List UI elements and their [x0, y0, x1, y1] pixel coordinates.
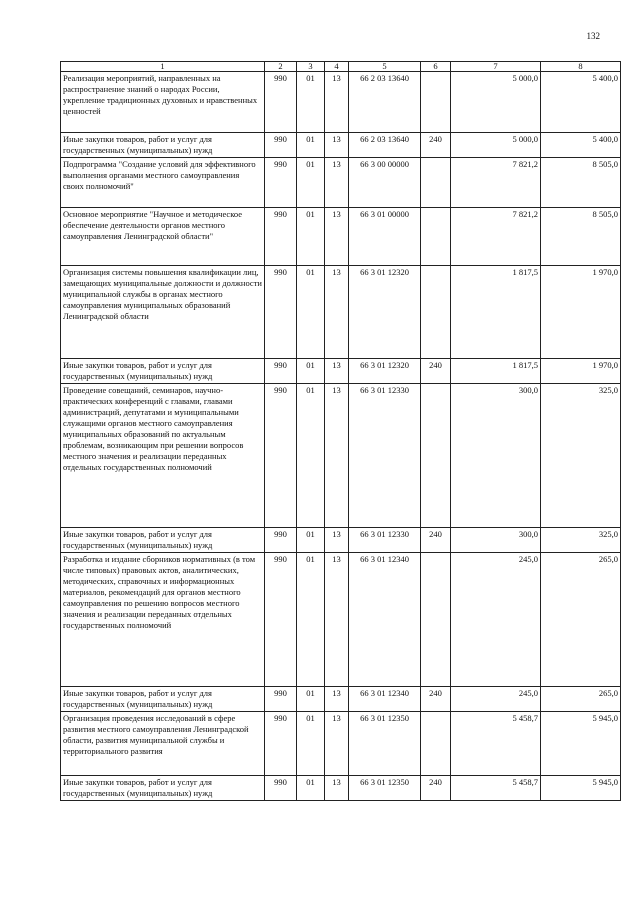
- cell-amount-year2: 5 945,0: [541, 776, 621, 801]
- cell-expense-type: [421, 712, 451, 776]
- cell-subsection: 13: [325, 687, 349, 712]
- row-name: Основное мероприятие "Научное и методическое обеспечение деятельности органов местного самоуправления Ленинградской области": [61, 208, 265, 266]
- cell-gr: 990: [265, 528, 297, 553]
- cell-amount-year1: 5 458,7: [451, 712, 541, 776]
- budget-table: [60, 61, 621, 801]
- cell-target-article: 66 2 03 13640: [349, 72, 421, 133]
- cell-section: 01: [297, 133, 325, 158]
- column-header: 1: [61, 62, 265, 72]
- cell-amount-year2: 265,0: [541, 687, 621, 712]
- row-name: Иные закупки товаров, работ и услуг для государственных (муниципальных) нужд: [61, 528, 265, 553]
- cell-amount-year1: 7 821,2: [451, 208, 541, 266]
- cell-subsection: 13: [325, 553, 349, 687]
- table-row: [61, 776, 621, 801]
- cell-section: 01: [297, 687, 325, 712]
- cell-amount-year2: 325,0: [541, 384, 621, 528]
- cell-section: 01: [297, 359, 325, 384]
- row-name: Иные закупки товаров, работ и услуг для государственных (муниципальных) нужд: [61, 359, 265, 384]
- cell-gr: 990: [265, 687, 297, 712]
- cell-expense-type: [421, 158, 451, 208]
- cell-amount-year2: 1 970,0: [541, 266, 621, 359]
- cell-amount-year2: 8 505,0: [541, 208, 621, 266]
- row-name: Организация проведения исследований в сфере развития местного самоуправления Ленинградской области, развития муниципальной службы и территориального развития: [61, 712, 265, 776]
- cell-amount-year1: 1 817,5: [451, 359, 541, 384]
- cell-amount-year2: 5 945,0: [541, 712, 621, 776]
- cell-gr: 990: [265, 553, 297, 687]
- table-row: [61, 133, 621, 158]
- cell-amount-year1: 1 817,5: [451, 266, 541, 359]
- cell-expense-type: 240: [421, 133, 451, 158]
- row-name: Проведение совещаний, семинаров, научно-практических конференций с главами, главами администраций, депутатами и муниципальными служащими органов местного самоуправления муниципальных образований по актуальным проблемам, возникающим при решении вопросов местного значения и реализации переданных отдельных государственных полномочий: [61, 384, 265, 528]
- cell-expense-type: [421, 384, 451, 528]
- row-name: Иные закупки товаров, работ и услуг для государственных (муниципальных) нужд: [61, 776, 265, 801]
- cell-section: 01: [297, 208, 325, 266]
- cell-subsection: 13: [325, 528, 349, 553]
- table-row: [61, 266, 621, 359]
- cell-amount-year1: 5 458,7: [451, 776, 541, 801]
- cell-gr: 990: [265, 359, 297, 384]
- row-name: Иные закупки товаров, работ и услуг для государственных (муниципальных) нужд: [61, 687, 265, 712]
- cell-section: 01: [297, 384, 325, 528]
- table-row: [61, 528, 621, 553]
- cell-section: 01: [297, 776, 325, 801]
- column-header: 7: [451, 62, 541, 72]
- cell-expense-type: [421, 553, 451, 687]
- table-row: [61, 208, 621, 266]
- table-row: [61, 712, 621, 776]
- cell-gr: 990: [265, 384, 297, 528]
- cell-target-article: 66 3 01 12350: [349, 712, 421, 776]
- column-header: 4: [325, 62, 349, 72]
- cell-amount-year1: 300,0: [451, 528, 541, 553]
- cell-subsection: 13: [325, 712, 349, 776]
- cell-gr: 990: [265, 776, 297, 801]
- cell-subsection: 13: [325, 158, 349, 208]
- cell-gr: 990: [265, 208, 297, 266]
- cell-subsection: 13: [325, 776, 349, 801]
- cell-expense-type: [421, 266, 451, 359]
- table-row: [61, 72, 621, 133]
- cell-expense-type: 240: [421, 687, 451, 712]
- cell-amount-year2: 5 400,0: [541, 72, 621, 133]
- table-row: [61, 384, 621, 528]
- cell-target-article: 66 2 03 13640: [349, 133, 421, 158]
- cell-section: 01: [297, 158, 325, 208]
- cell-amount-year1: 7 821,2: [451, 158, 541, 208]
- table-row: [61, 158, 621, 208]
- cell-amount-year1: 300,0: [451, 384, 541, 528]
- cell-amount-year1: 5 000,0: [451, 72, 541, 133]
- row-name: Подпрограмма "Создание условий для эффективного выполнения органами местного самоуправления своих полномочий": [61, 158, 265, 208]
- page-number: 132: [586, 31, 600, 41]
- column-header: 8: [541, 62, 621, 72]
- cell-target-article: 66 3 01 00000: [349, 208, 421, 266]
- cell-amount-year2: 8 505,0: [541, 158, 621, 208]
- table-row: [61, 359, 621, 384]
- cell-expense-type: 240: [421, 776, 451, 801]
- cell-section: 01: [297, 266, 325, 359]
- cell-amount-year2: 265,0: [541, 553, 621, 687]
- cell-amount-year1: 245,0: [451, 553, 541, 687]
- row-name: Организация системы повышения квалификации лиц, замещающих муниципальные должности и должности муниципальной службы в органах местного самоуправления муниципальных образований Ленинградской области: [61, 266, 265, 359]
- cell-subsection: 13: [325, 266, 349, 359]
- column-header: 5: [349, 62, 421, 72]
- row-name: Разработка и издание сборников нормативных (в том числе типовых) правовых актов, аналитических, методических, справочных и информационных материалов, рекомендаций для органов местного самоуправления по решению вопросов местного значения и реализации переданных отдельных государственных полномочий: [61, 553, 265, 687]
- cell-amount-year2: 1 970,0: [541, 359, 621, 384]
- cell-target-article: 66 3 01 12350: [349, 776, 421, 801]
- cell-subsection: 13: [325, 359, 349, 384]
- cell-gr: 990: [265, 266, 297, 359]
- cell-section: 01: [297, 712, 325, 776]
- cell-target-article: 66 3 01 12320: [349, 359, 421, 384]
- cell-amount-year2: 325,0: [541, 528, 621, 553]
- cell-subsection: 13: [325, 133, 349, 158]
- cell-expense-type: [421, 208, 451, 266]
- cell-section: 01: [297, 528, 325, 553]
- table-row: [61, 687, 621, 712]
- column-header: 6: [421, 62, 451, 72]
- cell-section: 01: [297, 72, 325, 133]
- cell-amount-year1: 245,0: [451, 687, 541, 712]
- row-name: Реализация мероприятий, направленных на распространение знаний о народах России, укрепление традиционных духовных и нравственных ценностей: [61, 72, 265, 133]
- table-row: [61, 553, 621, 687]
- row-name: Иные закупки товаров, работ и услуг для государственных (муниципальных) нужд: [61, 133, 265, 158]
- cell-expense-type: 240: [421, 359, 451, 384]
- cell-target-article: 66 3 01 12320: [349, 266, 421, 359]
- cell-section: 01: [297, 553, 325, 687]
- cell-gr: 990: [265, 72, 297, 133]
- cell-expense-type: [421, 72, 451, 133]
- column-header: 3: [297, 62, 325, 72]
- cell-subsection: 13: [325, 72, 349, 133]
- cell-target-article: 66 3 00 00000: [349, 158, 421, 208]
- cell-gr: 990: [265, 158, 297, 208]
- cell-subsection: 13: [325, 208, 349, 266]
- cell-target-article: 66 3 01 12340: [349, 553, 421, 687]
- cell-gr: 990: [265, 133, 297, 158]
- cell-expense-type: 240: [421, 528, 451, 553]
- column-header: 2: [265, 62, 297, 72]
- header-row: [61, 62, 621, 72]
- cell-target-article: 66 3 01 12330: [349, 384, 421, 528]
- cell-subsection: 13: [325, 384, 349, 528]
- cell-amount-year2: 5 400,0: [541, 133, 621, 158]
- cell-gr: 990: [265, 712, 297, 776]
- cell-amount-year1: 5 000,0: [451, 133, 541, 158]
- cell-target-article: 66 3 01 12340: [349, 687, 421, 712]
- cell-target-article: 66 3 01 12330: [349, 528, 421, 553]
